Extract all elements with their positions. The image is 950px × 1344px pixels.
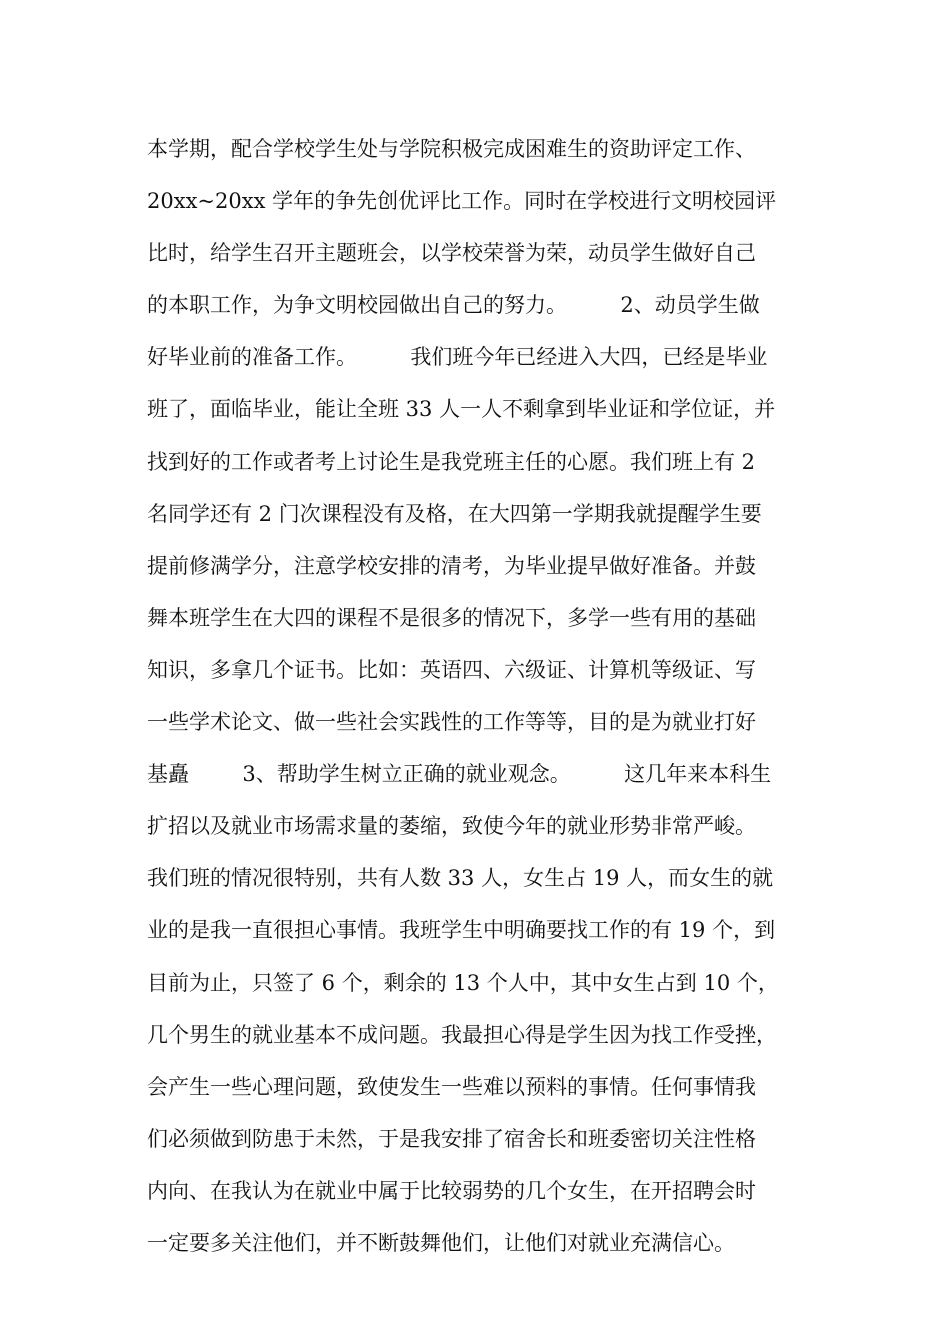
text-line: 业的是我一直很担心事情。我班学生中明确要找工作的有 19 个，到 [147, 918, 776, 943]
text-line: 内向、在我认为在就业中属于比较弱势的几个女生，在开招聘会时 [147, 1178, 756, 1203]
text-line: 几个男生的就业基本不成问题。我最担心得是学生因为找工作受挫， [147, 1022, 777, 1047]
text-line: 找到好的工作或者考上讨论生是我党班主任的心愿。我们班上有 2 [147, 449, 756, 474]
text-line: 班了，面临毕业，能让全班 33 人一人不剩拿到毕业证和学位证，并 [147, 397, 776, 422]
text-line: 扩招以及就业市场需求量的萎缩，致使今年的就业形势非常严峻。 [147, 814, 756, 839]
text-line: 比时，给学生召开主题班会，以学校荣誉为荣，动员学生做好自己 [147, 241, 756, 266]
text-line: 一定要多关注他们，并不断鼓舞他们，让他们对就业充满信心。 [147, 1230, 735, 1255]
text-line: 基矗 3、帮助学生树立正确的就业观念。 这几年来本科生 [147, 762, 772, 787]
text-line: 20xx~20xx 学年的争先创优评比工作。同时在学校进行文明校园评 [147, 189, 777, 214]
text-line: 本学期，配合学校学生处与学院积极完成困难生的资助评定工作、 [147, 137, 756, 161]
text-line: 我们班的情况很特别，共有人数 33 人，女生占 19 人，而女生的就 [147, 866, 774, 891]
text-line: 舞本班学生在大四的课程不是很多的情况下，多学一些有用的基础 [147, 605, 756, 630]
text-line: 好毕业前的准备工作。 我们班今年已经进入大四，已经是毕业 [147, 345, 768, 370]
text-line: 一些学术论文、做一些社会实践性的工作等等，目的是为就业打好 [147, 710, 756, 735]
text-line: 的本职工作，为争文明校园做出自己的努力。 2、动员学生做 [147, 293, 760, 318]
text-line: 目前为止，只签了 6 个，剩余的 13 个人中，其中女生占到 10 个， [147, 970, 779, 995]
text-line: 们必须做到防患于未然，于是我安排了宿舍长和班委密切关注性格 [147, 1126, 756, 1151]
body-text [147, 128, 817, 1274]
text-line: 知识，多拿几个证书。比如：英语四、六级证、计算机等级证、写 [147, 657, 756, 682]
text-line: 提前修满学分，注意学校安排的清考，为毕业提早做好准备。并鼓 [147, 553, 756, 578]
text-line: 会产生一些心理问题，致使发生一些难以预料的事情。任何事情我 [147, 1074, 756, 1099]
text-line: 名同学还有 2 门次课程没有及格，在大四第一学期我就提醒学生要 [147, 501, 762, 526]
